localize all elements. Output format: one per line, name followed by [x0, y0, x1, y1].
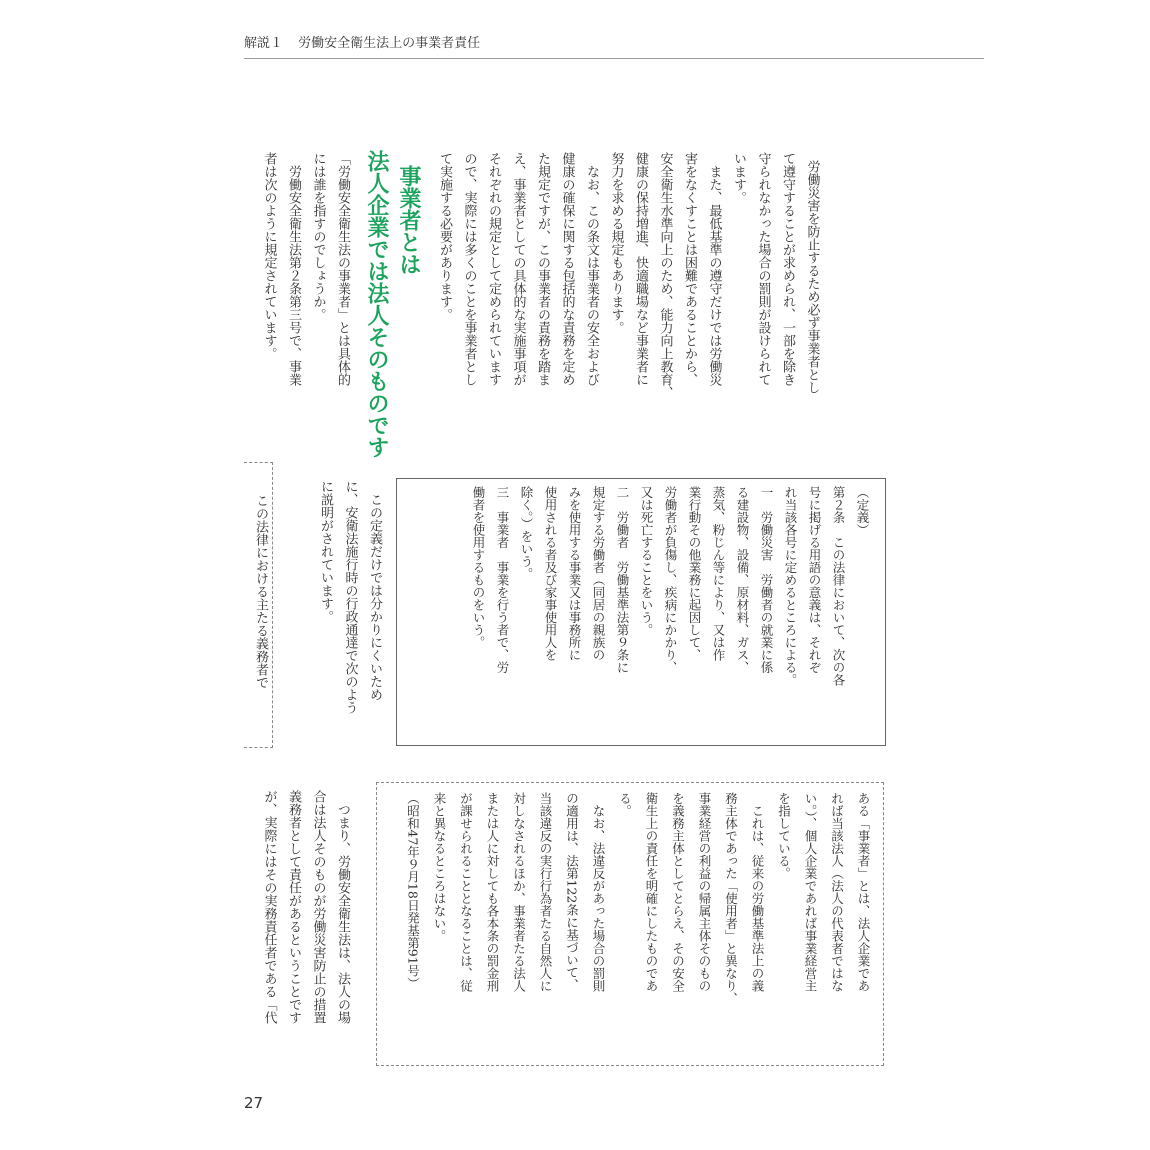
heading-line-1: 事業者とは [396, 165, 421, 276]
definition-text: （定義） 第２条 この法律において、次の各 号に掲げる用語の意義は、それぞ れ当該各号に定めるところによる。 一 労働災害 労働者の就業に係 る建設物、設備、原材料、ガス、 蒸気、粉じん等により、又は作 業行動その他業務に起因して、 労働者が負傷し、疾病にかかり、 又は死亡することをいう。 二 労働者 労働基準法第９条に 規定する労働者（同居の親族の みを使用する事業又は事務所に 使用される者及び家事使用人を 除く。）をいう。 三 事業者 事業を行う者で、労 働者を使用するものをいう。 [471, 486, 870, 686]
intro-text: て遵守することが求められ、一部を除き 守られなかった場合の罰則が設けられて います。 また、最低基準の遵守だけでは労働災 害をなくすことは困難であることから、 安全衛生水準向上のため、能力向上教育、 健康の保持増進、快適職場など事業者に 努力を求める規定もあります。 なお、この条文は事業者の安全および 健康の確保に関する包括的な責務を定め た規定ですが、この事業者の責務を踏ま え、事業者としての具体的な実施事項が それぞれの規定として定められています ので、実際には多くのことを事業者とし て実施する必要があります。 [437, 152, 795, 399]
question-paragraph: 「労働安全衛生法の事業者」とは具体的 には誰を指すのでしょうか。 労働安全衛生法第２条第三号で、事業 者は次のように規定されています。 [261, 152, 350, 386]
after-box-paragraph: この定義だけでは分かりにくいため に、安衛法施行時の行政通達で次のよう に説明がされています。 [318, 480, 382, 714]
running-header [244, 32, 984, 59]
heading-line-2: 法人企業では法人そのものです [364, 150, 389, 458]
section-heading [360, 150, 456, 458]
intro-paragraph [438, 152, 848, 452]
notice-text: ある「事業者」とは、法人企業であ れば当該法人（法人の代表者ではな い。）、個人企業であれば事業経営主 を指している。 これは、従来の労働基準法上の義 務主体であった「使用者」と異なり、 事業経営の利益の帰属主体そのもの を義務主体としてとらえ、その安全 衛生上の責任を明確にしたものであ る。 なお、法違反があった場合の罰則 の適用は、法第122条に基づいて、 当該違反の実行行為者たる自然人に 対しなされるほか、事業者たる法人 または人に対しても各本条の罰金刑 が課せられることとなることは、従 来と異なるところはない。 （昭和47年９月18日発基第91号） [405, 792, 871, 1005]
continued-note-text: この法律における主たる義務者で [253, 494, 268, 689]
intro-first-line: 労働災害を防止するため必ず事業者とし [804, 160, 820, 395]
page-number: 27 [244, 1094, 264, 1112]
chapter-title: 労働安全衛生法上の事業者責任 [298, 36, 481, 51]
closing-paragraph: つまり、労働安全衛生法は、法人の場 合は法人そのものが労働災害防止の措置 義務者として責任があるということです が、実際にはその実務責任者である「代 [261, 790, 350, 1024]
section-label: 解説１ [244, 36, 284, 51]
